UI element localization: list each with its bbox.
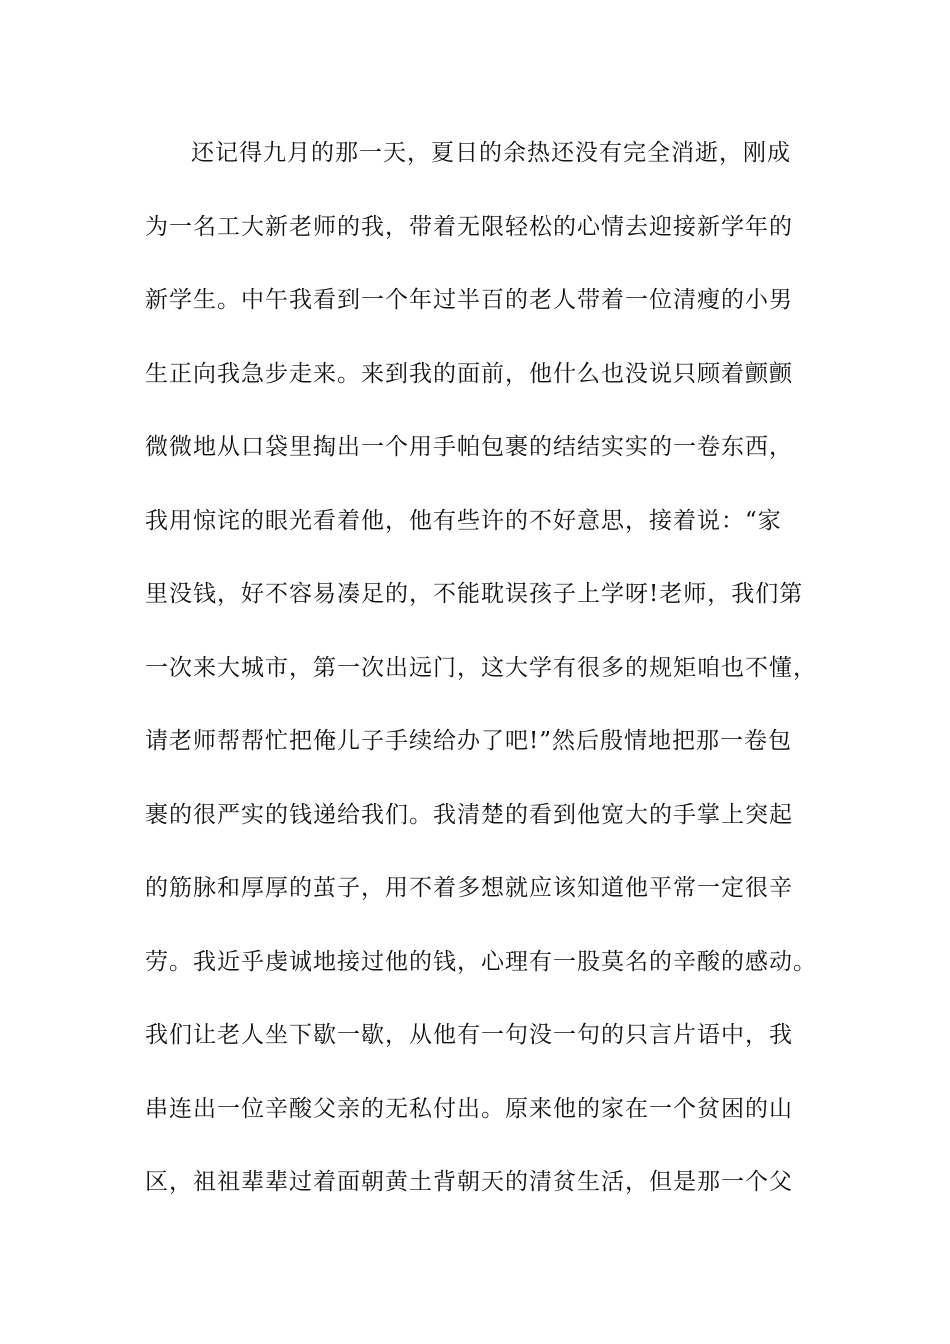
text-line: 微微地从口袋里掏出一个用手帕包裹的结结实实的一卷东西， — [145, 434, 793, 460]
text-line: 还记得九月的那一天，夏日的余热还没有完全消逝，刚成 — [191, 140, 791, 166]
text-line: 请老师帮帮忙把俺儿子手续给办了吧!”然后殷情地把那一卷包 — [145, 728, 793, 754]
text-line: 我们让老人坐下歇一歇，从他有一句没一句的只言片语中，我 — [145, 1022, 793, 1048]
text-line: 里没钱，好不容易凑足的，不能耽误孩子上学呀!老师，我们第 — [145, 581, 804, 607]
text-line: 新学生。中午我看到一个年过半百的老人带着一位清瘦的小男 — [145, 287, 793, 313]
text-line: 为一名工大新老师的我，带着无限轻松的心情去迎接新学年的 — [145, 213, 793, 240]
text-line: 一次来大城市，第一次出远门，这大学有很多的规矩咱也不懂， — [145, 654, 817, 681]
text-line: 我用惊诧的眼光看着他，他有些许的不好意思，接着说：“家 — [145, 507, 782, 534]
text-line: 生正向我急步走来。来到我的面前，他什么也没说只顾着颤颤 — [145, 360, 793, 387]
text-line: 串连出一位辛酸父亲的无私付出。原来他的家在一个贫困的山 — [145, 1095, 793, 1122]
body-paragraph — [145, 131, 825, 1234]
text-line: 的筋脉和厚厚的茧子，用不着多想就应该知道他平常一定很辛 — [145, 875, 793, 901]
text-line: 劳。我近乎虔诚地接过他的钱，心理有一股莫名的辛酸的感动。 — [145, 948, 817, 975]
text-line: 裹的很严实的钱递给我们。我清楚的看到他宽大的手掌上突起 — [145, 801, 793, 828]
text-line: 区，祖祖辈辈过着面朝黄土背朝天的清贫生活，但是那一个父 — [145, 1169, 793, 1195]
